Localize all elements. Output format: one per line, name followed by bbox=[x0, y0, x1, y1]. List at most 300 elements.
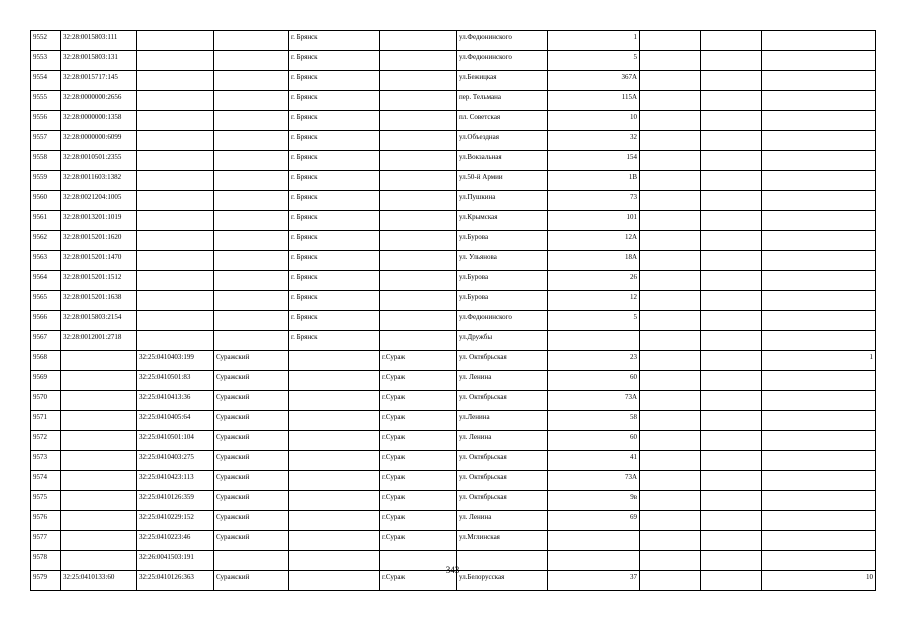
cell-dom: 18А bbox=[548, 251, 640, 271]
cell-gorod bbox=[289, 411, 380, 431]
cell-kad-obj: 32:26:0041503:191 bbox=[137, 551, 214, 571]
cell-n: 9560 bbox=[31, 191, 61, 211]
cell-rayon: Суражский bbox=[214, 531, 289, 551]
cell-ulica: ул.Пушкина bbox=[457, 191, 548, 211]
cell-dom bbox=[548, 331, 640, 351]
cell-korp bbox=[701, 531, 762, 551]
cell-gorod: г. Брянск bbox=[289, 151, 380, 171]
cell-gorod: г. Брянск bbox=[289, 31, 380, 51]
cell-kad-obj bbox=[137, 131, 214, 151]
cell-kad-zem: 32:28:0013201:1019 bbox=[61, 211, 137, 231]
cell-np bbox=[380, 71, 457, 91]
cell-empty bbox=[640, 151, 701, 171]
cell-gorod bbox=[289, 471, 380, 491]
cell-korp bbox=[701, 311, 762, 331]
cell-ulica: ул.Федюнинского bbox=[457, 51, 548, 71]
cell-ulica: ул.50-й Армии bbox=[457, 171, 548, 191]
cell-korp bbox=[701, 411, 762, 431]
cell-rayon: Суражский bbox=[214, 411, 289, 431]
cell-kv bbox=[762, 111, 876, 131]
cell-kad-zem bbox=[61, 431, 137, 451]
cell-korp bbox=[701, 351, 762, 371]
cell-kv bbox=[762, 231, 876, 251]
cell-kv bbox=[762, 371, 876, 391]
cell-rayon: Суражский bbox=[214, 351, 289, 371]
cell-gorod bbox=[289, 371, 380, 391]
cell-np bbox=[380, 251, 457, 271]
cell-empty bbox=[640, 291, 701, 311]
cell-kv: 10 bbox=[762, 571, 876, 591]
cell-kv bbox=[762, 91, 876, 111]
cell-dom: 9в bbox=[548, 491, 640, 511]
cell-korp bbox=[701, 91, 762, 111]
cell-empty bbox=[640, 231, 701, 251]
cell-rayon: Суражский bbox=[214, 451, 289, 471]
cell-kv bbox=[762, 391, 876, 411]
cell-np bbox=[380, 331, 457, 351]
table-row bbox=[31, 471, 876, 491]
cell-kad-zem: 32:28:0015201:1512 bbox=[61, 271, 137, 291]
cell-ulica: ул.Мглинская bbox=[457, 531, 548, 551]
cell-gorod bbox=[289, 531, 380, 551]
cell-rayon bbox=[214, 211, 289, 231]
cell-n: 9570 bbox=[31, 391, 61, 411]
cell-kad-zem: 32:28:0000000:2656 bbox=[61, 91, 137, 111]
table-row bbox=[31, 391, 876, 411]
cell-rayon bbox=[214, 251, 289, 271]
cell-kad-obj bbox=[137, 271, 214, 291]
cell-gorod bbox=[289, 391, 380, 411]
cell-n: 9565 bbox=[31, 291, 61, 311]
cell-empty bbox=[640, 491, 701, 511]
cell-gorod: г. Брянск bbox=[289, 191, 380, 211]
cell-dom: 60 bbox=[548, 371, 640, 391]
cell-dom: 32 bbox=[548, 131, 640, 151]
cell-gorod: г. Брянск bbox=[289, 51, 380, 71]
cell-kad-zem: 32:28:0015201:1638 bbox=[61, 291, 137, 311]
cell-n: 9558 bbox=[31, 151, 61, 171]
cell-rayon: Суражский bbox=[214, 391, 289, 411]
table-row bbox=[31, 331, 876, 351]
cell-ulica: ул. Октябрьская bbox=[457, 451, 548, 471]
table-row bbox=[31, 451, 876, 471]
cell-n: 9555 bbox=[31, 91, 61, 111]
cell-np bbox=[380, 31, 457, 51]
cell-rayon bbox=[214, 71, 289, 91]
cell-rayon bbox=[214, 311, 289, 331]
cell-kad-obj bbox=[137, 231, 214, 251]
cell-dom: 23 bbox=[548, 351, 640, 371]
table-row bbox=[31, 431, 876, 451]
cell-dom: 10 bbox=[548, 111, 640, 131]
cell-kad-zem bbox=[61, 391, 137, 411]
cell-kad-zem: 32:28:0015201:1620 bbox=[61, 231, 137, 251]
cell-n: 9562 bbox=[31, 231, 61, 251]
cell-ulica: ул.Ленина bbox=[457, 411, 548, 431]
cell-n: 9573 bbox=[31, 451, 61, 471]
cell-gorod: г. Брянск bbox=[289, 331, 380, 351]
table-row bbox=[31, 411, 876, 431]
cell-n: 9576 bbox=[31, 511, 61, 531]
cell-np bbox=[380, 191, 457, 211]
cell-dom: 26 bbox=[548, 271, 640, 291]
table-row bbox=[31, 231, 876, 251]
cell-kv bbox=[762, 71, 876, 91]
cell-n: 9563 bbox=[31, 251, 61, 271]
cell-ulica: ул.Бурова bbox=[457, 291, 548, 311]
cell-n: 9564 bbox=[31, 271, 61, 291]
cell-n: 9572 bbox=[31, 431, 61, 451]
cell-np bbox=[380, 131, 457, 151]
cell-empty bbox=[640, 211, 701, 231]
cell-ulica: ул.Бурова bbox=[457, 231, 548, 251]
cell-empty bbox=[640, 51, 701, 71]
cell-empty bbox=[640, 471, 701, 491]
cell-kad-obj: 32:25:0410223:46 bbox=[137, 531, 214, 551]
cell-rayon bbox=[214, 111, 289, 131]
cell-ulica: ул.Федюнинского bbox=[457, 31, 548, 51]
table-row bbox=[31, 311, 876, 331]
cell-dom: 73А bbox=[548, 471, 640, 491]
cell-empty bbox=[640, 531, 701, 551]
cell-rayon bbox=[214, 271, 289, 291]
cell-ulica: ул. Октябрьская bbox=[457, 471, 548, 491]
table-row bbox=[31, 211, 876, 231]
cell-kad-obj: 32:25:0410403:275 bbox=[137, 451, 214, 471]
table-row bbox=[31, 291, 876, 311]
cell-np bbox=[380, 171, 457, 191]
cell-ulica: ул.Бежицкая bbox=[457, 71, 548, 91]
cell-ulica: ул.Белорусская bbox=[457, 571, 548, 591]
cell-kad-obj bbox=[137, 111, 214, 131]
cell-gorod: г. Брянск bbox=[289, 71, 380, 91]
cell-kad-obj: 32:25:0410405:64 bbox=[137, 411, 214, 431]
cell-n: 9557 bbox=[31, 131, 61, 151]
cell-gorod: г. Брянск bbox=[289, 171, 380, 191]
cell-kv bbox=[762, 291, 876, 311]
cell-korp bbox=[701, 251, 762, 271]
table-row bbox=[31, 351, 876, 371]
cell-ulica: пл. Советская bbox=[457, 111, 548, 131]
cell-kv bbox=[762, 51, 876, 71]
page-number: 343 bbox=[445, 565, 460, 575]
cell-gorod: г. Брянск bbox=[289, 271, 380, 291]
cell-kad-obj: 32:25:0410126:363 bbox=[137, 571, 214, 591]
cell-empty bbox=[640, 351, 701, 371]
cell-korp bbox=[701, 31, 762, 51]
cell-np bbox=[380, 91, 457, 111]
cell-gorod bbox=[289, 451, 380, 471]
cell-np bbox=[380, 151, 457, 171]
cell-kv bbox=[762, 531, 876, 551]
cell-kv bbox=[762, 171, 876, 191]
cell-rayon bbox=[214, 291, 289, 311]
cell-np: г.Сураж bbox=[380, 471, 457, 491]
cell-kad-obj: 32:25:0410126:359 bbox=[137, 491, 214, 511]
cell-gorod: г. Брянск bbox=[289, 251, 380, 271]
cell-n: 9577 bbox=[31, 531, 61, 551]
cell-dom: 1 bbox=[548, 31, 640, 51]
cell-kad-zem: 32:25:0410133:60 bbox=[61, 571, 137, 591]
cell-kad-zem: 32:28:0015803:131 bbox=[61, 51, 137, 71]
cell-korp bbox=[701, 131, 762, 151]
cell-ulica: ул. Ленина bbox=[457, 431, 548, 451]
cell-kv bbox=[762, 431, 876, 451]
cell-dom: 101 bbox=[548, 211, 640, 231]
cell-kad-zem: 32:28:0015717:145 bbox=[61, 71, 137, 91]
cell-empty bbox=[640, 251, 701, 271]
cell-n: 9574 bbox=[31, 471, 61, 491]
cell-np bbox=[380, 231, 457, 251]
cell-gorod: г. Брянск bbox=[289, 311, 380, 331]
cell-n: 9575 bbox=[31, 491, 61, 511]
cell-kad-zem bbox=[61, 471, 137, 491]
cell-ulica: ул. Ленина bbox=[457, 511, 548, 531]
cell-empty bbox=[640, 71, 701, 91]
cell-np bbox=[380, 271, 457, 291]
cell-n: 9579 bbox=[31, 571, 61, 591]
cell-n: 9552 bbox=[31, 31, 61, 51]
cell-kv bbox=[762, 211, 876, 231]
cell-kad-obj: 32:25:0410501:83 bbox=[137, 371, 214, 391]
cell-empty bbox=[640, 31, 701, 51]
cell-rayon bbox=[214, 191, 289, 211]
cell-kad-zem: 32:28:0015201:1470 bbox=[61, 251, 137, 271]
cell-kad-obj bbox=[137, 211, 214, 231]
cell-kad-zem bbox=[61, 511, 137, 531]
cell-np bbox=[380, 291, 457, 311]
cell-kv bbox=[762, 271, 876, 291]
cell-gorod: г. Брянск bbox=[289, 131, 380, 151]
cell-kad-obj: 32:25:0410423:113 bbox=[137, 471, 214, 491]
cell-ulica: пер. Тельмана bbox=[457, 91, 548, 111]
cell-kv bbox=[762, 31, 876, 51]
cell-korp bbox=[701, 191, 762, 211]
cell-gorod: г. Брянск bbox=[289, 231, 380, 251]
cell-rayon bbox=[214, 331, 289, 351]
cell-kad-zem: 32:28:0011603:1382 bbox=[61, 171, 137, 191]
cell-gorod: г. Брянск bbox=[289, 291, 380, 311]
cell-kad-obj bbox=[137, 331, 214, 351]
cell-ulica: ул.Бурова bbox=[457, 271, 548, 291]
cell-np: г.Сураж bbox=[380, 451, 457, 471]
cell-np bbox=[380, 111, 457, 131]
cell-kv bbox=[762, 331, 876, 351]
table-row bbox=[31, 31, 876, 51]
table-row bbox=[31, 191, 876, 211]
cell-ulica: ул. Октябрьская bbox=[457, 391, 548, 411]
cell-ulica: ул.Объездная bbox=[457, 131, 548, 151]
cell-kad-zem: 32:28:0012001:2718 bbox=[61, 331, 137, 351]
cell-empty bbox=[640, 311, 701, 331]
cell-dom: 37 bbox=[548, 571, 640, 591]
cell-rayon bbox=[214, 151, 289, 171]
cell-ulica: ул.Федюнинского bbox=[457, 311, 548, 331]
cell-kad-obj bbox=[137, 251, 214, 271]
cell-gorod: г. Брянск bbox=[289, 211, 380, 231]
cell-kad-zem: 32:28:0015803:111 bbox=[61, 31, 137, 51]
cell-dom: 1В bbox=[548, 171, 640, 191]
table-row bbox=[31, 71, 876, 91]
cell-dom: 41 bbox=[548, 451, 640, 471]
cell-korp bbox=[701, 491, 762, 511]
cell-korp bbox=[701, 471, 762, 491]
cell-rayon bbox=[214, 231, 289, 251]
cell-kad-obj bbox=[137, 91, 214, 111]
cell-kv bbox=[762, 491, 876, 511]
cell-kad-obj bbox=[137, 71, 214, 91]
register-table bbox=[30, 30, 876, 591]
table-row bbox=[31, 251, 876, 271]
cell-empty bbox=[640, 451, 701, 471]
cell-korp bbox=[701, 371, 762, 391]
cell-dom: 12А bbox=[548, 231, 640, 251]
cell-dom: 154 bbox=[548, 151, 640, 171]
cell-kad-zem bbox=[61, 411, 137, 431]
cell-kad-obj bbox=[137, 151, 214, 171]
cell-rayon bbox=[214, 91, 289, 111]
cell-empty bbox=[640, 371, 701, 391]
cell-rayon: Суражский bbox=[214, 491, 289, 511]
cell-kv bbox=[762, 471, 876, 491]
cell-kv bbox=[762, 131, 876, 151]
cell-korp bbox=[701, 511, 762, 531]
cell-n: 9561 bbox=[31, 211, 61, 231]
cell-n: 9568 bbox=[31, 351, 61, 371]
cell-kad-zem bbox=[61, 491, 137, 511]
cell-np bbox=[380, 51, 457, 71]
cell-n: 9566 bbox=[31, 311, 61, 331]
cell-dom: 69 bbox=[548, 511, 640, 531]
cell-np: г.Сураж bbox=[380, 491, 457, 511]
cell-kad-obj bbox=[137, 171, 214, 191]
cell-rayon bbox=[214, 131, 289, 151]
table-row bbox=[31, 171, 876, 191]
cell-korp bbox=[701, 111, 762, 131]
table-row bbox=[31, 271, 876, 291]
cell-rayon bbox=[214, 31, 289, 51]
cell-kad-obj bbox=[137, 31, 214, 51]
cell-kad-obj: 32:25:0410413:36 bbox=[137, 391, 214, 411]
cell-np: г.Сураж bbox=[380, 531, 457, 551]
cell-dom: 367А bbox=[548, 71, 640, 91]
cell-kv bbox=[762, 251, 876, 271]
table-row bbox=[31, 371, 876, 391]
cell-np: г.Сураж bbox=[380, 511, 457, 531]
cell-korp bbox=[701, 71, 762, 91]
cell-empty bbox=[640, 111, 701, 131]
cell-rayon: Суражский bbox=[214, 471, 289, 491]
cell-kad-obj bbox=[137, 191, 214, 211]
cell-korp bbox=[701, 271, 762, 291]
cell-gorod: г. Брянск bbox=[289, 91, 380, 111]
cell-dom: 73 bbox=[548, 191, 640, 211]
cell-korp bbox=[701, 151, 762, 171]
cell-ulica: ул.Вокзальная bbox=[457, 151, 548, 171]
cell-n: 9559 bbox=[31, 171, 61, 191]
cell-empty bbox=[640, 391, 701, 411]
cell-kv bbox=[762, 511, 876, 531]
cell-n: 9567 bbox=[31, 331, 61, 351]
cell-np: г.Сураж bbox=[380, 411, 457, 431]
table-row bbox=[31, 51, 876, 71]
cell-korp bbox=[701, 51, 762, 71]
cell-np bbox=[380, 211, 457, 231]
cell-korp bbox=[701, 171, 762, 191]
cell-korp bbox=[701, 211, 762, 231]
cell-kad-zem bbox=[61, 451, 137, 471]
cell-ulica: ул.Дружбы bbox=[457, 331, 548, 351]
cell-rayon: Суражский bbox=[214, 511, 289, 531]
cell-empty bbox=[640, 91, 701, 111]
cell-kad-obj bbox=[137, 51, 214, 71]
cell-kad-zem: 32:28:0000000:1358 bbox=[61, 111, 137, 131]
cell-dom: 115А bbox=[548, 91, 640, 111]
cell-rayon bbox=[214, 51, 289, 71]
cell-kad-obj: 32:25:0410403:199 bbox=[137, 351, 214, 371]
table-row bbox=[31, 91, 876, 111]
table-row bbox=[31, 531, 876, 551]
cell-dom: 58 bbox=[548, 411, 640, 431]
cell-rayon: Суражский bbox=[214, 571, 289, 591]
cell-gorod bbox=[289, 431, 380, 451]
cell-kv bbox=[762, 451, 876, 471]
cell-dom: 60 bbox=[548, 431, 640, 451]
cell-ulica: ул. Октябрьская bbox=[457, 351, 548, 371]
cell-kad-zem bbox=[61, 531, 137, 551]
cell-dom: 5 bbox=[548, 311, 640, 331]
cell-kv bbox=[762, 191, 876, 211]
cell-korp bbox=[701, 231, 762, 251]
cell-kad-obj bbox=[137, 291, 214, 311]
cell-ulica: ул. Ульянова bbox=[457, 251, 548, 271]
cell-gorod bbox=[289, 511, 380, 531]
cell-n: 9556 bbox=[31, 111, 61, 131]
cell-korp bbox=[701, 431, 762, 451]
cell-np: г.Сураж bbox=[380, 351, 457, 371]
cell-ulica: ул.Крымская bbox=[457, 211, 548, 231]
cell-kad-zem: 32:28:0021204:1005 bbox=[61, 191, 137, 211]
cell-kv: 1 bbox=[762, 351, 876, 371]
cell-np bbox=[380, 311, 457, 331]
cell-kad-zem: 32:28:0015803:2154 bbox=[61, 311, 137, 331]
cell-kv bbox=[762, 151, 876, 171]
cell-gorod bbox=[289, 351, 380, 371]
cell-np: г.Сураж bbox=[380, 371, 457, 391]
cell-kad-obj: 32:25:0410229:152 bbox=[137, 511, 214, 531]
cell-dom: 12 bbox=[548, 291, 640, 311]
cell-n: 9578 bbox=[31, 551, 61, 571]
cell-n: 9569 bbox=[31, 371, 61, 391]
cell-gorod: г. Брянск bbox=[289, 111, 380, 131]
cell-korp bbox=[701, 391, 762, 411]
table-row bbox=[31, 111, 876, 131]
cell-n: 9553 bbox=[31, 51, 61, 71]
cell-np: г.Сураж bbox=[380, 391, 457, 411]
cell-korp bbox=[701, 291, 762, 311]
cell-empty bbox=[640, 171, 701, 191]
cell-kv bbox=[762, 311, 876, 331]
cell-empty bbox=[640, 511, 701, 531]
cell-n: 9554 bbox=[31, 71, 61, 91]
cell-empty bbox=[640, 271, 701, 291]
cell-np: г.Сураж bbox=[380, 571, 457, 591]
cell-empty bbox=[640, 191, 701, 211]
cell-rayon: Суражский bbox=[214, 431, 289, 451]
cell-dom bbox=[548, 531, 640, 551]
cell-empty bbox=[640, 431, 701, 451]
cell-dom: 73А bbox=[548, 391, 640, 411]
